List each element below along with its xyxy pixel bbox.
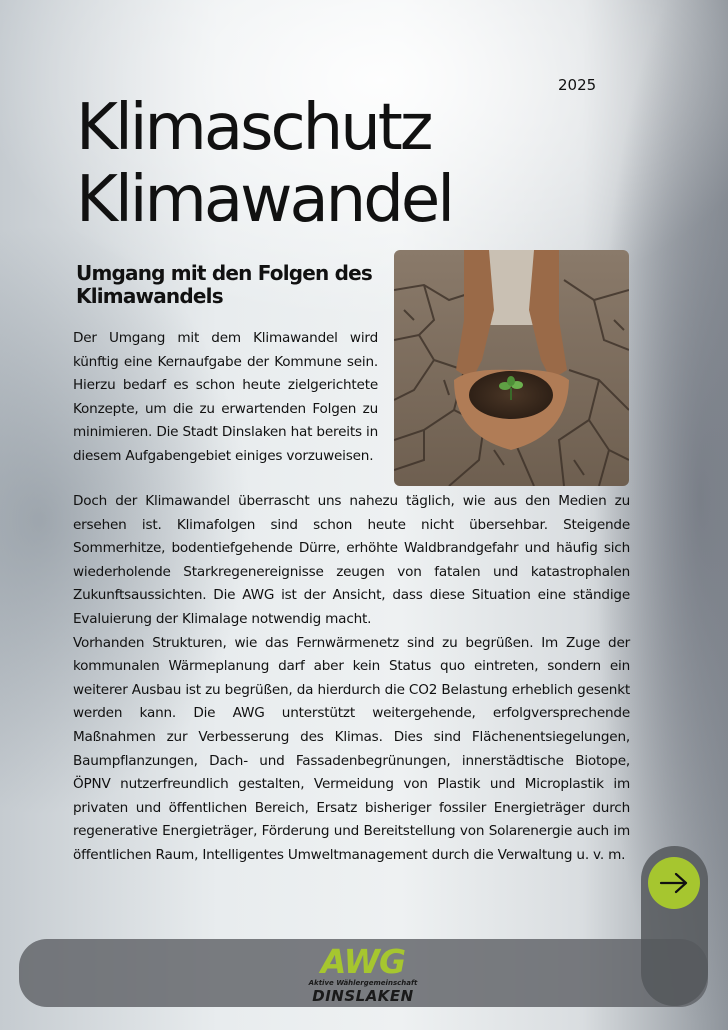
cracked-earth-image — [394, 250, 629, 486]
title-line-1: Klimaschutz — [76, 91, 431, 165]
paragraph-2: Doch der Klimawandel überrascht uns nahezu täglich, wie aus den Medien zu ersehen ist. Klimafolgen sind schon heute nicht übersehbar. Steigende Sommerhitze, bodentiefgehende Dürre, erhöhte Waldbrandgefahr und häufig sich wiederholende Starkregenereignisse zeugen von fatalen und katastrophalen Zukunftsaussichten. Die AWG ist der Ansicht, dass diese Situation eine ständige Evaluierung der Klimalage notwendig macht. — [73, 493, 630, 627]
logo-main-text: AWG — [320, 942, 406, 981]
arrow-right-icon[interactable] — [648, 857, 700, 909]
logo-city-text: DINSLAKEN — [312, 987, 414, 1005]
section-subtitle: Umgang mit den Folgen des Klimawandels — [76, 261, 373, 308]
title-line-2: Klimawandel — [76, 163, 452, 237]
intro-text: Der Umgang mit dem Klimawandel wird künftig eine Kernaufgabe der Kommune sein. Hierzu bedarf es schon heute zielgerichtete Konzepte, um die zu erwartenden Folgen zu minimieren. Die Stadt Dinslaken hat bereits in diesem Aufgabengebiet einiges vorzuweisen. — [73, 330, 378, 464]
hands-with-seedling-photo — [394, 250, 629, 486]
awg-logo — [305, 942, 421, 1005]
arrow-right-glyph — [659, 872, 689, 894]
page-title — [76, 92, 452, 236]
intro-paragraph — [73, 327, 378, 469]
logo-sub-text: Aktive Wählergemeinschaft — [308, 979, 418, 987]
paragraph-3: Vorhanden Strukturen, wie das Fernwärmenetz sind zu begrüßen. Im Zuge der kommunalen Wärmeplanung darf aber kein Status quo eintreten, sondern ein weiterer Ausbau ist zu begrüßen, da hierdurch die CO2 Belastung erheblich gesenkt werden kann. Die AWG unterstützt weitergehende, erfolgversprechende Maßnahmen zur Verbesserung des Klimas. Dies sind Flächenentsiegelungen, Baumpflanzungen, Dach- und Fassadenbegrünungen, innerstädtische Biotope, ÖPNV nutzerfreundlich gestalten, Vermeidung von Plastik und Microplastik im privaten und öffentlichen Bereich, Ersatz bisheriger fossiler Energieträger durch regenerative Energieträger, Förderung und Bereitstellung von Solarenergie auch im öffentlichen Raum, Intelligentes Umweltmanagement durch die Verwaltung u. v. m. — [73, 634, 630, 863]
article-body — [73, 490, 630, 868]
year-label: 2025 — [558, 76, 597, 94]
